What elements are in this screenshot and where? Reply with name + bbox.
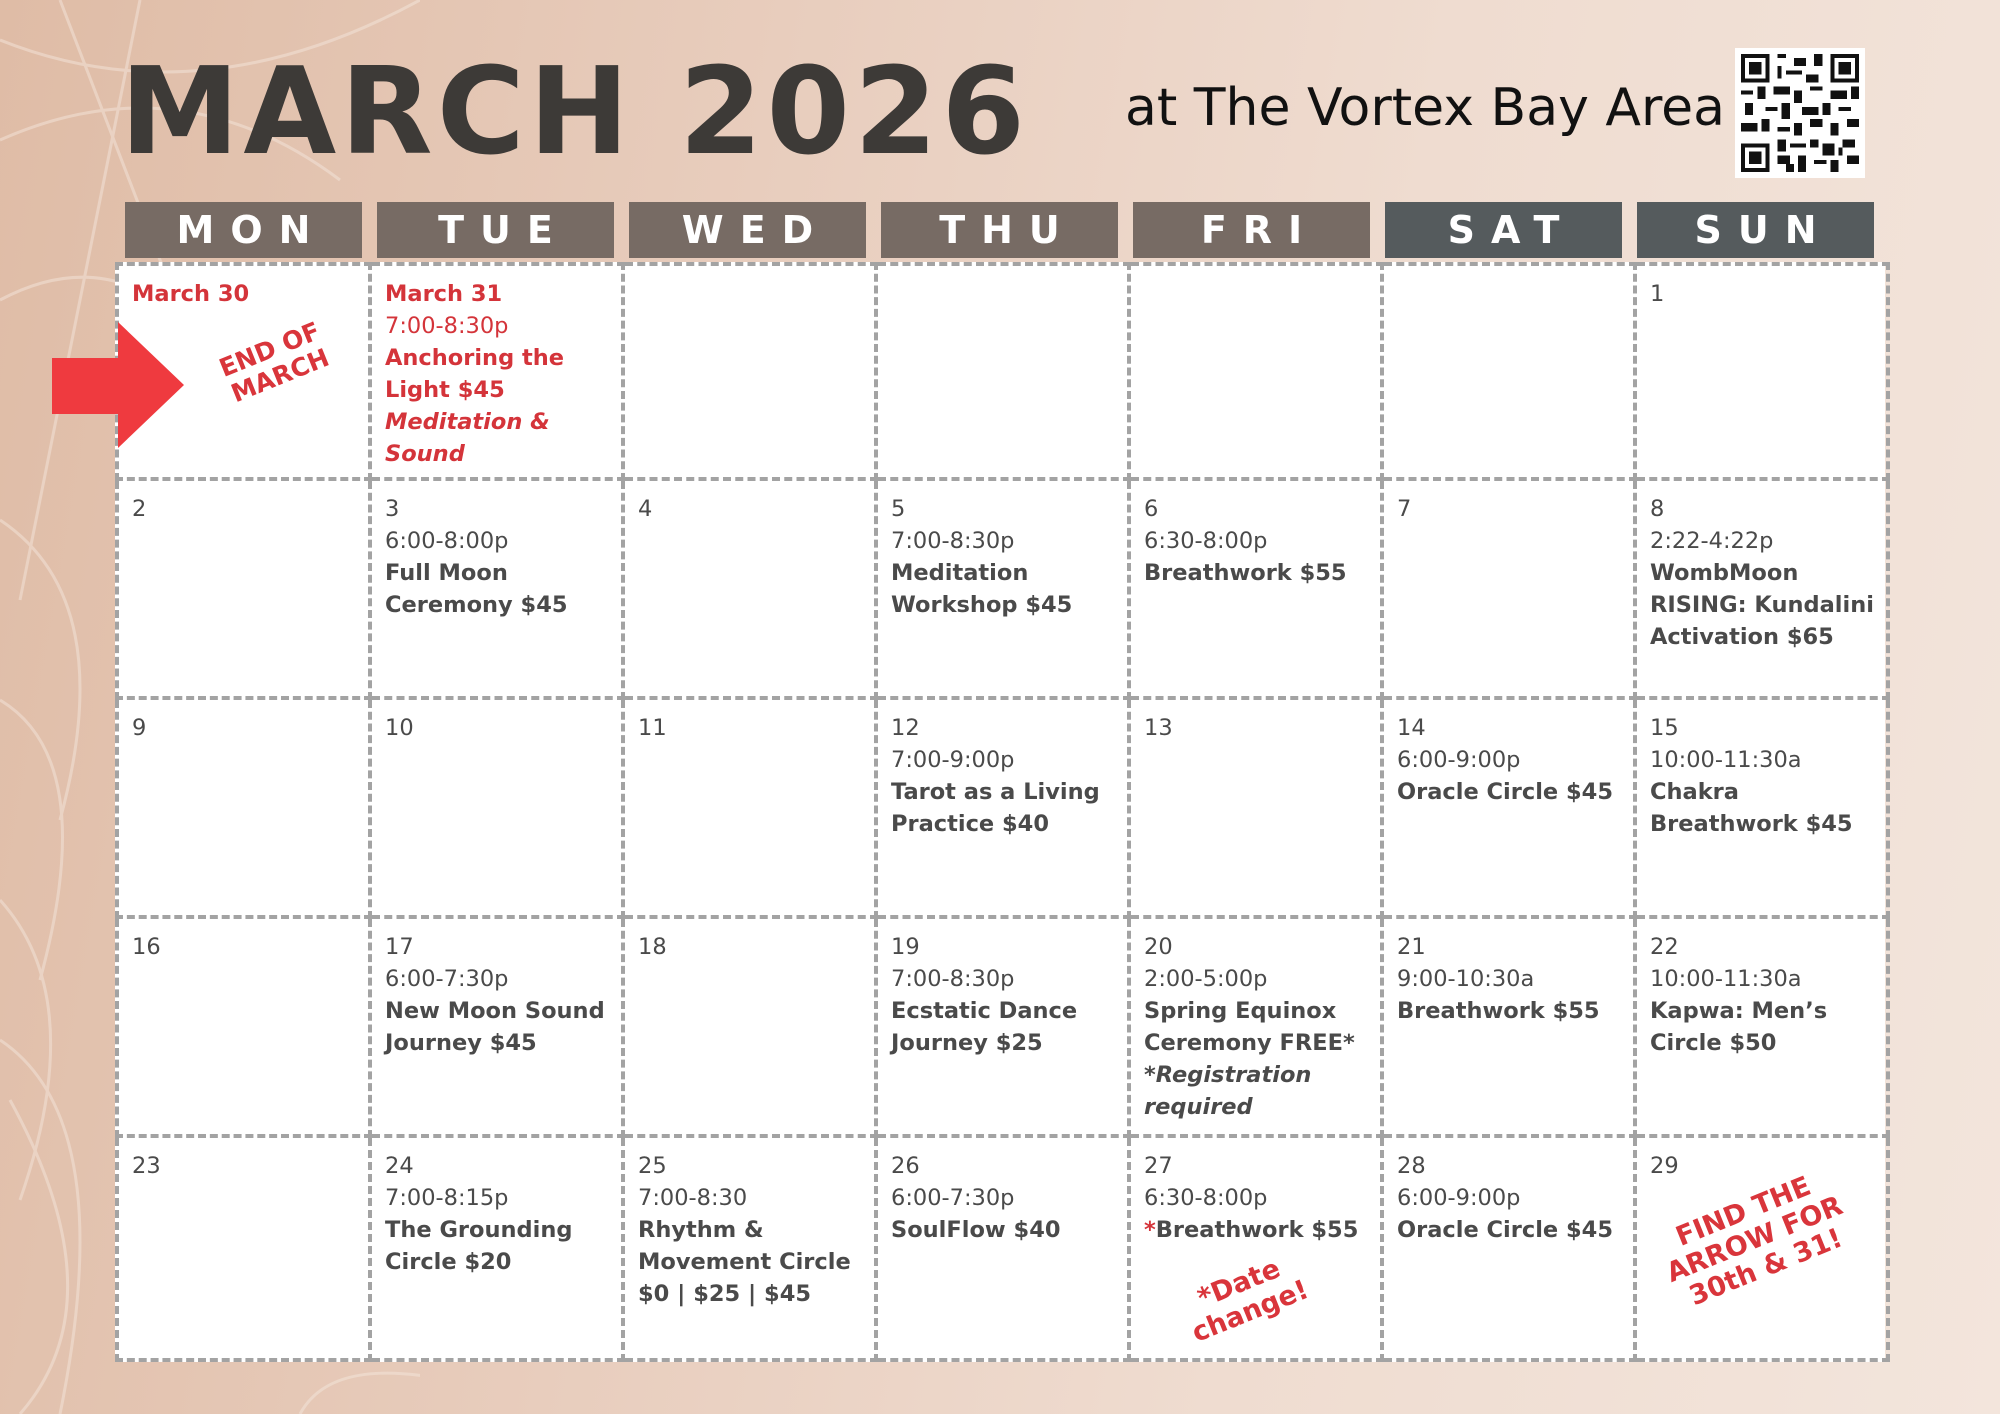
calendar-day-cell[interactable]: [878, 262, 1131, 481]
event-note: *Registration required: [1144, 1062, 1312, 1120]
event-title: Full Moon Ceremony $45: [385, 560, 568, 618]
calendar-day-cell[interactable]: [1637, 262, 1890, 481]
weekday-fri: FRI: [1133, 202, 1370, 258]
calendar-day-cell[interactable]: [1131, 700, 1384, 919]
day-date: 15: [1650, 715, 1679, 741]
event-time: 6:00-7:30p: [891, 1185, 1015, 1211]
event-time: 6:00-7:30p: [385, 966, 509, 992]
calendar-day-cell[interactable]: [1384, 1138, 1637, 1362]
event-time: 6:00-9:00p: [1397, 747, 1521, 773]
weekday-mon: MON: [125, 202, 362, 258]
day-date: 18: [638, 934, 667, 960]
event-title: Spring Equinox Ceremony FREE*: [1144, 998, 1355, 1056]
calendar-day-cell[interactable]: [372, 700, 625, 919]
calendar-day-cell[interactable]: [878, 481, 1131, 700]
day-date: 12: [891, 715, 920, 741]
arrow-right-icon: [52, 322, 184, 448]
day-date: 25: [638, 1153, 667, 1179]
day-date: 23: [132, 1153, 161, 1179]
day-date: 17: [385, 934, 414, 960]
calendar-day-cell[interactable]: [115, 1138, 372, 1362]
event-title: WombMoon RISING: Kundalini Activation $65: [1650, 560, 1874, 650]
event-time: 2:00-5:00p: [1144, 966, 1268, 992]
calendar-day-cell[interactable]: [115, 481, 372, 700]
event-title: New Moon Sound Journey $45: [385, 998, 605, 1056]
calendar-day-cell[interactable]: [878, 700, 1131, 919]
event-title: Rhythm & Movement Circle $0 | $25 | $45: [638, 1217, 851, 1307]
day-date: 8: [1650, 496, 1665, 522]
day-date: 19: [891, 934, 920, 960]
calendar-day-cell[interactable]: [372, 481, 625, 700]
calendar-day-cell[interactable]: [1131, 481, 1384, 700]
calendar-day-cell[interactable]: [372, 262, 625, 481]
event-time: 10:00-11:30a: [1650, 747, 1802, 773]
weekday-sun: SUN: [1637, 202, 1874, 258]
day-date: 16: [132, 934, 161, 960]
event-time: 6:30-8:00p: [1144, 528, 1268, 554]
event-title: Breathwork $55: [1397, 998, 1600, 1024]
calendar-day-cell[interactable]: [625, 481, 878, 700]
weekday-sat: SAT: [1385, 202, 1622, 258]
day-date: 9: [132, 715, 147, 741]
date-change-annotation: *Date change!: [1187, 1253, 1314, 1350]
calendar-day-cell[interactable]: [372, 1138, 625, 1362]
day-date: 26: [891, 1153, 920, 1179]
event-title: Oracle Circle $45: [1397, 1217, 1613, 1243]
calendar-day-cell[interactable]: [625, 919, 878, 1138]
event-title: Oracle Circle $45: [1397, 779, 1613, 805]
calendar-day-cell[interactable]: [372, 919, 625, 1138]
calendar-day-cell[interactable]: [625, 262, 878, 481]
calendar-day-cell[interactable]: [1384, 919, 1637, 1138]
calendar-day-cell[interactable]: [115, 700, 372, 919]
qr-code-graphic: [1741, 54, 1859, 172]
day-date: 14: [1397, 715, 1426, 741]
day-date: 20: [1144, 934, 1173, 960]
calendar-day-cell[interactable]: [1637, 700, 1890, 919]
calendar-day-cell[interactable]: [115, 919, 372, 1138]
event-title: Breathwork $55: [1155, 1217, 1359, 1243]
day-date: 6: [1144, 496, 1159, 522]
day-date: 28: [1397, 1153, 1426, 1179]
day-date: 27: [1144, 1153, 1173, 1179]
event-note: Meditation & Sound: [385, 409, 550, 467]
event-title: Meditation Workshop $45: [891, 560, 1073, 618]
calendar-day-cell[interactable]: [1637, 919, 1890, 1138]
day-date: 22: [1650, 934, 1679, 960]
event-time: 7:00-8:30p: [891, 966, 1015, 992]
venue-label: at The Vortex Bay Area: [1125, 78, 1726, 138]
day-date: 29: [1650, 1153, 1679, 1179]
calendar-day-cell[interactable]: [625, 700, 878, 919]
calendar-day-cell[interactable]: [1384, 262, 1637, 481]
day-date: 5: [891, 496, 906, 522]
event-time: 7:00-8:30: [638, 1185, 748, 1211]
page-title: MARCH 2026: [120, 43, 1029, 182]
weekday-thu: THU: [881, 202, 1118, 258]
day-date: 3: [385, 496, 400, 522]
calendar-day-cell[interactable]: [878, 1138, 1131, 1362]
end-of-march-annotation: END OF MARCH: [215, 316, 334, 409]
weekday-wed: WED: [629, 202, 866, 258]
event-time: 6:00-8:00p: [385, 528, 509, 554]
find-arrow-annotation: FIND THE ARROW FOR 30th & 31!: [1662, 1170, 1848, 1313]
day-date: 10: [385, 715, 414, 741]
calendar-day-cell[interactable]: [1131, 1138, 1384, 1362]
weekday-tue: TUE: [377, 202, 614, 258]
event-title: Chakra Breathwork $45: [1650, 779, 1853, 837]
event-time: 7:00-8:15p: [385, 1185, 509, 1211]
event-time: 7:00-8:30p: [891, 528, 1015, 554]
event-title-with-marker: [1144, 1214, 1368, 1246]
event-time: 9:00-10:30a: [1397, 966, 1535, 992]
day-date: March 31: [385, 281, 503, 307]
qr-code-icon[interactable]: [1735, 48, 1865, 178]
day-date: 13: [1144, 715, 1173, 741]
day-date: 11: [638, 715, 667, 741]
calendar-day-cell[interactable]: [1384, 700, 1637, 919]
event-title: The Grounding Circle $20: [385, 1217, 573, 1275]
event-time: 10:00-11:30a: [1650, 966, 1802, 992]
event-title: Anchoring the Light $45: [385, 345, 565, 403]
calendar-day-cell[interactable]: [1131, 919, 1384, 1138]
day-date: 4: [638, 496, 653, 522]
event-title: Kapwa: Men’s Circle $50: [1650, 998, 1828, 1056]
calendar-grid: [115, 262, 1885, 1362]
day-date: 7: [1397, 496, 1412, 522]
day-date: 24: [385, 1153, 414, 1179]
event-title: Breathwork $55: [1144, 560, 1347, 586]
event-title: SoulFlow $40: [891, 1217, 1061, 1243]
event-time: 6:30-8:00p: [1144, 1185, 1268, 1211]
event-time: 7:00-9:00p: [891, 747, 1015, 773]
event-time: 2:22-4:22p: [1650, 528, 1774, 554]
calendar-day-cell[interactable]: [878, 919, 1131, 1138]
day-date: 1: [1650, 281, 1665, 307]
day-date: 2: [132, 496, 147, 522]
event-time: 7:00-8:30p: [385, 313, 509, 339]
calendar-day-cell[interactable]: [625, 1138, 878, 1362]
event-title: Ecstatic Dance Journey $25: [891, 998, 1078, 1056]
day-date: 21: [1397, 934, 1426, 960]
calendar-day-cell[interactable]: [1637, 481, 1890, 700]
event-title: Tarot as a Living Practice $40: [891, 779, 1100, 837]
event-time: 6:00-9:00p: [1397, 1185, 1521, 1211]
day-date: March 30: [132, 281, 250, 307]
calendar-day-cell[interactable]: [1384, 481, 1637, 700]
calendar-day-cell[interactable]: [1131, 262, 1384, 481]
date-change-marker: *: [1144, 1217, 1156, 1243]
